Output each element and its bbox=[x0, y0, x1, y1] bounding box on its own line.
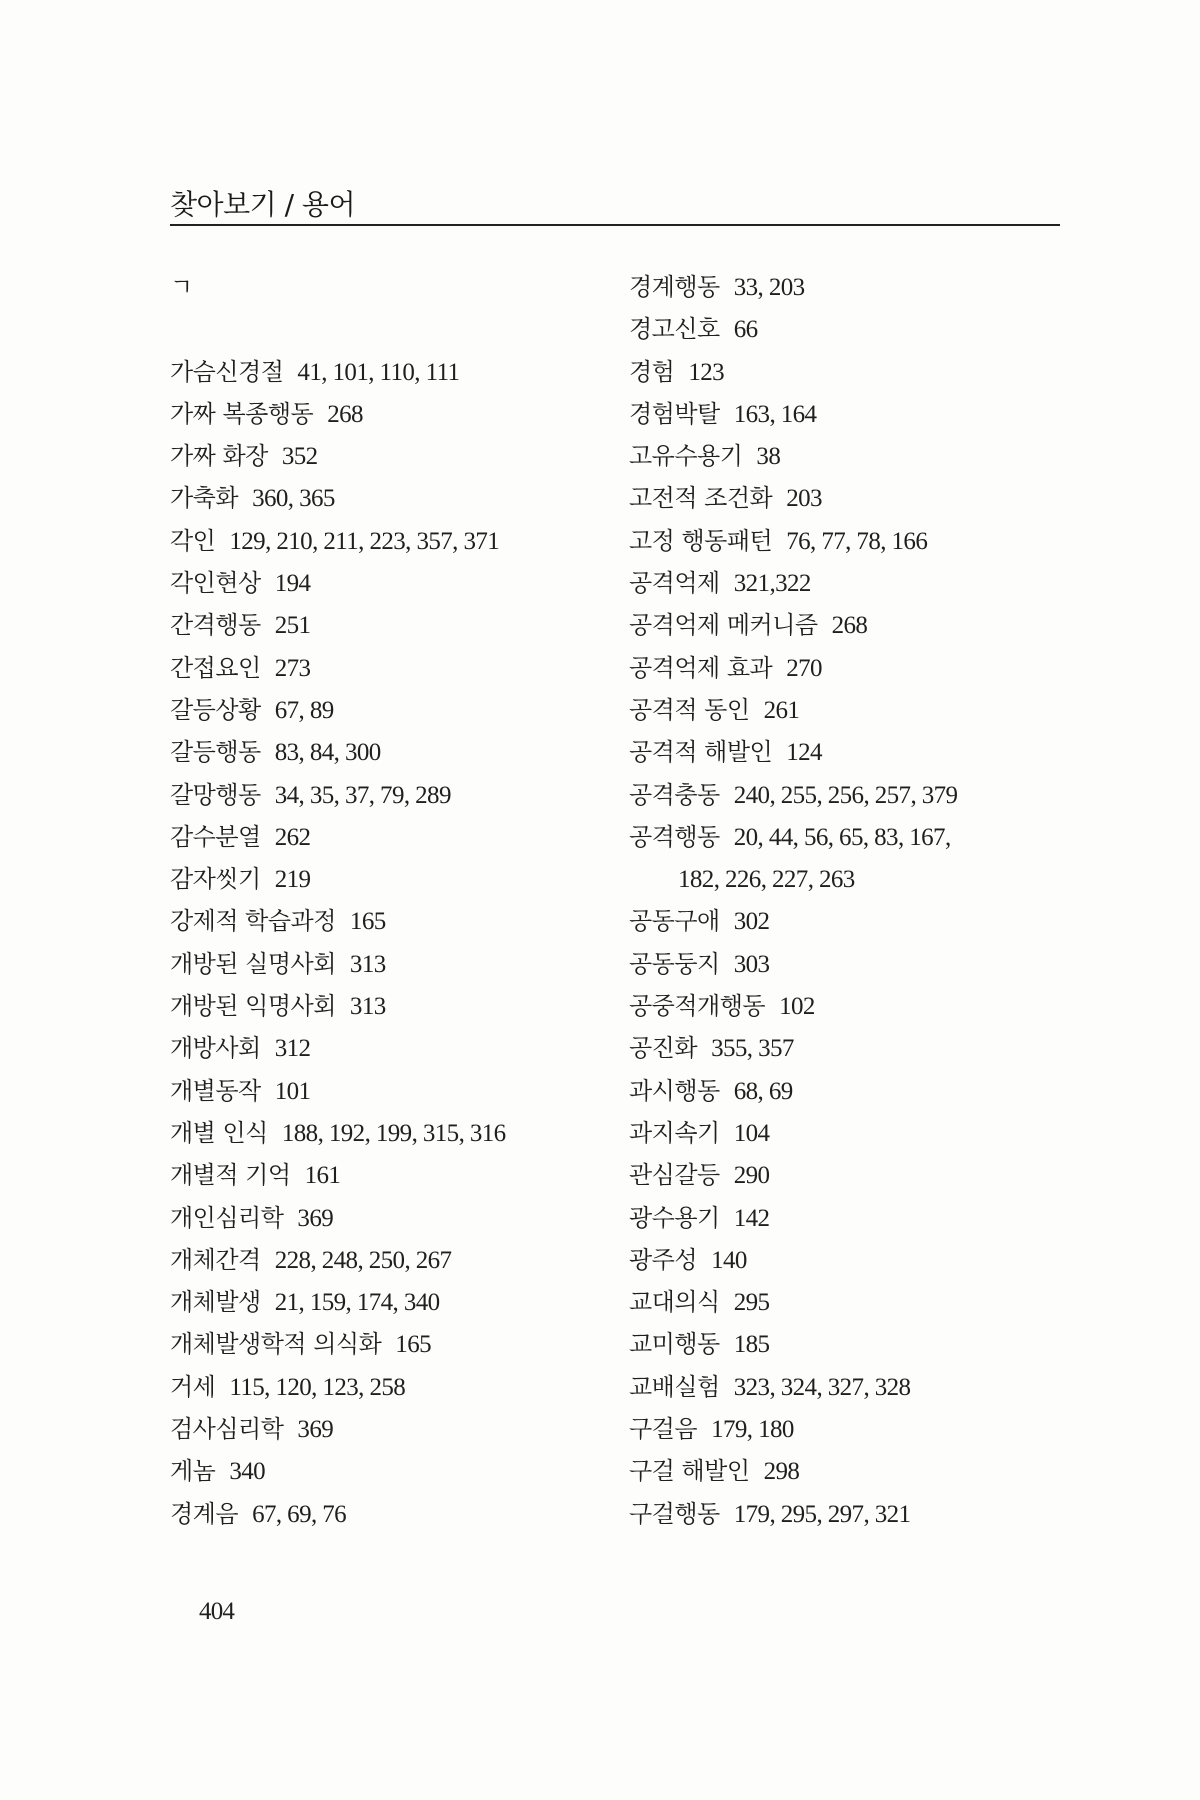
index-term: 간접요인 bbox=[170, 653, 261, 682]
index-entry bbox=[170, 1281, 630, 1323]
index-term: 검사심리학 bbox=[170, 1415, 284, 1444]
index-pages: 140 bbox=[711, 1246, 747, 1274]
index-entry bbox=[170, 562, 630, 604]
index-term: 교대의식 bbox=[629, 1288, 720, 1317]
index-entry bbox=[629, 1112, 1089, 1154]
index-term: 공격적 동인 bbox=[629, 695, 750, 724]
section-letter: ㄱ bbox=[170, 273, 193, 301]
index-pages: 203 bbox=[786, 485, 822, 513]
index-pages: 240, 255, 256, 257, 379 bbox=[733, 781, 958, 809]
index-entry bbox=[629, 308, 1089, 350]
index-term: 가슴신경절 bbox=[170, 357, 284, 386]
index-entry bbox=[170, 1239, 630, 1281]
section-spacer bbox=[170, 308, 630, 350]
index-entry bbox=[170, 647, 630, 689]
index-term: 개방된 실명사회 bbox=[170, 949, 336, 978]
index-entry bbox=[629, 731, 1089, 773]
index-entry bbox=[170, 943, 630, 985]
index-pages: 102 bbox=[779, 993, 815, 1021]
index-pages: 273 bbox=[274, 654, 311, 682]
index-pages: 340 bbox=[229, 1458, 266, 1486]
index-entry bbox=[629, 604, 1089, 646]
index-term: 갈등상황 bbox=[170, 695, 261, 724]
page-header-title: 찾아보기 / 용어 bbox=[170, 188, 356, 221]
index-term: 경고신호 bbox=[629, 315, 720, 344]
index-term: 공격억제 효과 bbox=[629, 653, 773, 682]
index-term: 구걸행동 bbox=[629, 1499, 720, 1528]
index-term: 구걸음 bbox=[629, 1415, 698, 1444]
header-divider bbox=[170, 224, 1060, 226]
index-pages: 352 bbox=[281, 443, 318, 471]
index-entry bbox=[170, 393, 630, 435]
index-column-right bbox=[629, 266, 1089, 1535]
index-term: 개체간격 bbox=[170, 1245, 261, 1274]
index-pages: 313 bbox=[349, 993, 386, 1021]
index-entry bbox=[170, 900, 630, 942]
index-term: 고유수용기 bbox=[629, 442, 743, 471]
index-entry bbox=[629, 647, 1089, 689]
index-pages: 369 bbox=[297, 1204, 334, 1232]
index-entry bbox=[170, 351, 630, 393]
index-entry bbox=[170, 689, 630, 731]
index-term: 관심갈등 bbox=[629, 1161, 720, 1190]
index-pages: 101 bbox=[274, 1077, 311, 1105]
index-entry bbox=[170, 1027, 630, 1069]
index-entry bbox=[629, 435, 1089, 477]
index-entry bbox=[629, 900, 1089, 942]
index-term: 경험박탈 bbox=[629, 399, 720, 428]
index-entry bbox=[629, 1239, 1089, 1281]
index-term: 과지속기 bbox=[629, 1118, 720, 1147]
index-pages: 124 bbox=[786, 739, 822, 767]
index-entry bbox=[629, 1154, 1089, 1196]
index-pages: 67, 89 bbox=[274, 696, 334, 724]
index-entry bbox=[170, 1493, 630, 1535]
index-pages: 219 bbox=[274, 866, 311, 894]
index-term: 감자씻기 bbox=[170, 865, 261, 894]
index-pages: 270 bbox=[786, 654, 822, 682]
index-pages: 182, 226, 227, 263 bbox=[678, 866, 855, 894]
index-pages: 251 bbox=[274, 612, 311, 640]
index-pages: 179, 295, 297, 321 bbox=[733, 1500, 911, 1528]
index-term: 개체발생 bbox=[170, 1288, 261, 1317]
index-entry bbox=[170, 774, 630, 816]
index-term: 가짜 복종행동 bbox=[170, 399, 314, 428]
index-term: 광수용기 bbox=[629, 1203, 720, 1232]
index-term: 경계음 bbox=[170, 1499, 239, 1528]
index-term: 공동구애 bbox=[629, 907, 720, 936]
index-pages: 161 bbox=[304, 1162, 341, 1190]
index-term: 갈망행동 bbox=[170, 780, 261, 809]
index-entry bbox=[170, 604, 630, 646]
index-pages: 66 bbox=[733, 316, 758, 344]
index-entry bbox=[629, 1281, 1089, 1323]
index-term: 개별적 기억 bbox=[170, 1161, 291, 1190]
index-entry bbox=[170, 1112, 630, 1154]
index-term: 공동둥지 bbox=[629, 949, 720, 978]
index-pages: 262 bbox=[274, 823, 311, 851]
index-pages: 83, 84, 300 bbox=[274, 739, 381, 767]
index-pages: 123 bbox=[688, 358, 725, 386]
index-entry bbox=[170, 1070, 630, 1112]
index-entry bbox=[629, 1408, 1089, 1450]
index-entry bbox=[170, 985, 630, 1027]
index-entry bbox=[629, 1070, 1089, 1112]
index-pages: 115, 120, 123, 258 bbox=[229, 1373, 406, 1401]
index-pages: 295 bbox=[733, 1289, 770, 1317]
index-pages: 369 bbox=[297, 1416, 334, 1444]
index-entry bbox=[629, 689, 1089, 731]
index-pages: 321,322 bbox=[733, 570, 811, 598]
index-pages: 188, 192, 199, 315, 316 bbox=[281, 1119, 506, 1147]
index-term: 각인현상 bbox=[170, 569, 261, 598]
index-entry-continuation bbox=[629, 858, 1089, 900]
index-pages: 313 bbox=[349, 950, 386, 978]
index-entry bbox=[170, 1323, 630, 1365]
index-entry bbox=[629, 1493, 1089, 1535]
index-term: 갈등행동 bbox=[170, 738, 261, 767]
index-entry bbox=[629, 1450, 1089, 1492]
index-term: 게놈 bbox=[170, 1457, 216, 1486]
index-pages: 34, 35, 37, 79, 289 bbox=[274, 781, 451, 809]
index-entry bbox=[629, 1323, 1089, 1365]
index-term: 공중적개행동 bbox=[629, 992, 766, 1021]
index-entry bbox=[629, 985, 1089, 1027]
index-pages: 67, 69, 76 bbox=[252, 1500, 347, 1528]
index-entry bbox=[629, 1366, 1089, 1408]
index-pages: 302 bbox=[733, 908, 770, 936]
index-entry bbox=[170, 520, 630, 562]
index-entry bbox=[629, 816, 1089, 858]
index-entry bbox=[170, 1366, 630, 1408]
index-term: 교미행동 bbox=[629, 1330, 720, 1359]
index-pages: 268 bbox=[327, 400, 363, 428]
index-entry bbox=[629, 520, 1089, 562]
index-entry bbox=[629, 562, 1089, 604]
index-pages: 179, 180 bbox=[711, 1416, 794, 1444]
index-term: 개방된 익명사회 bbox=[170, 992, 336, 1021]
index-term: 공격억제 메커니즘 bbox=[629, 611, 818, 640]
index-term: 개방사회 bbox=[170, 1034, 261, 1063]
index-pages: 142 bbox=[733, 1204, 770, 1232]
index-term: 간격행동 bbox=[170, 611, 261, 640]
index-pages: 298 bbox=[763, 1458, 800, 1486]
index-term: 광주성 bbox=[629, 1245, 698, 1274]
index-pages: 268 bbox=[831, 612, 868, 640]
index-pages: 303 bbox=[733, 950, 770, 978]
index-term: 공진화 bbox=[629, 1034, 698, 1063]
index-term: 공격충동 bbox=[629, 780, 720, 809]
index-term: 고정 행동패턴 bbox=[629, 526, 773, 555]
index-term: 공격억제 bbox=[629, 569, 720, 598]
index-pages: 165 bbox=[395, 1331, 431, 1359]
index-pages: 360, 365 bbox=[252, 485, 335, 513]
index-entry bbox=[629, 1027, 1089, 1069]
index-term: 강제적 학습과정 bbox=[170, 907, 336, 936]
index-pages: 76, 77, 78, 166 bbox=[786, 527, 928, 555]
index-term: 교배실험 bbox=[629, 1372, 720, 1401]
index-term: 개별동작 bbox=[170, 1076, 261, 1105]
index-entry bbox=[170, 1197, 630, 1239]
index-term: 거세 bbox=[170, 1372, 216, 1401]
index-entry bbox=[170, 477, 630, 519]
index-pages: 33, 203 bbox=[733, 274, 805, 301]
index-pages: 290 bbox=[733, 1162, 770, 1190]
index-entry bbox=[629, 774, 1089, 816]
index-entry bbox=[170, 731, 630, 773]
index-entry bbox=[629, 1197, 1089, 1239]
index-entry bbox=[170, 1408, 630, 1450]
index-entry bbox=[629, 266, 1089, 308]
index-pages: 20, 44, 56, 65, 83, 167, bbox=[733, 823, 951, 851]
index-pages: 323, 324, 327, 328 bbox=[733, 1373, 911, 1401]
index-pages: 228, 248, 250, 267 bbox=[274, 1246, 452, 1274]
index-pages: 185 bbox=[733, 1331, 770, 1359]
index-term: 개체발생학적 의식화 bbox=[170, 1330, 382, 1359]
index-entry bbox=[629, 943, 1089, 985]
index-entry bbox=[170, 1154, 630, 1196]
index-entry bbox=[629, 351, 1089, 393]
index-term: 가짜 화장 bbox=[170, 442, 268, 471]
index-term: 개별 인식 bbox=[170, 1118, 268, 1147]
index-pages: 41, 101, 110, 111 bbox=[297, 358, 460, 386]
index-term: 개인심리학 bbox=[170, 1203, 284, 1232]
index-pages: 104 bbox=[733, 1119, 770, 1147]
index-entry bbox=[170, 1450, 630, 1492]
index-term: 경험 bbox=[629, 357, 675, 386]
index-pages: 194 bbox=[274, 570, 311, 598]
index-entry bbox=[629, 393, 1089, 435]
index-term: 공격행동 bbox=[629, 822, 720, 851]
index-entry bbox=[170, 858, 630, 900]
index-pages: 68, 69 bbox=[733, 1077, 793, 1105]
index-term: 공격적 해발인 bbox=[629, 738, 773, 767]
index-term: 고전적 조건화 bbox=[629, 484, 773, 513]
index-term: 각인 bbox=[170, 526, 216, 555]
index-pages: 38 bbox=[756, 443, 781, 471]
index-column-left bbox=[170, 266, 630, 1535]
index-pages: 312 bbox=[274, 1035, 311, 1063]
index-entry bbox=[170, 435, 630, 477]
index-term: 경계행동 bbox=[629, 273, 720, 301]
index-pages: 261 bbox=[763, 696, 800, 724]
index-pages: 129, 210, 211, 223, 357, 371 bbox=[229, 527, 500, 555]
index-pages: 355, 357 bbox=[711, 1035, 794, 1063]
index-term: 가축화 bbox=[170, 484, 239, 513]
index-entry bbox=[170, 816, 630, 858]
index-term: 감수분열 bbox=[170, 822, 261, 851]
index-entry bbox=[629, 477, 1089, 519]
section-heading bbox=[170, 266, 630, 308]
index-term: 과시행동 bbox=[629, 1076, 720, 1105]
index-pages: 165 bbox=[349, 908, 386, 936]
page-number: 404 bbox=[199, 1598, 235, 1625]
index-pages: 21, 159, 174, 340 bbox=[274, 1289, 440, 1317]
index-pages: 163, 164 bbox=[733, 400, 817, 428]
index-term: 구걸 해발인 bbox=[629, 1457, 750, 1486]
